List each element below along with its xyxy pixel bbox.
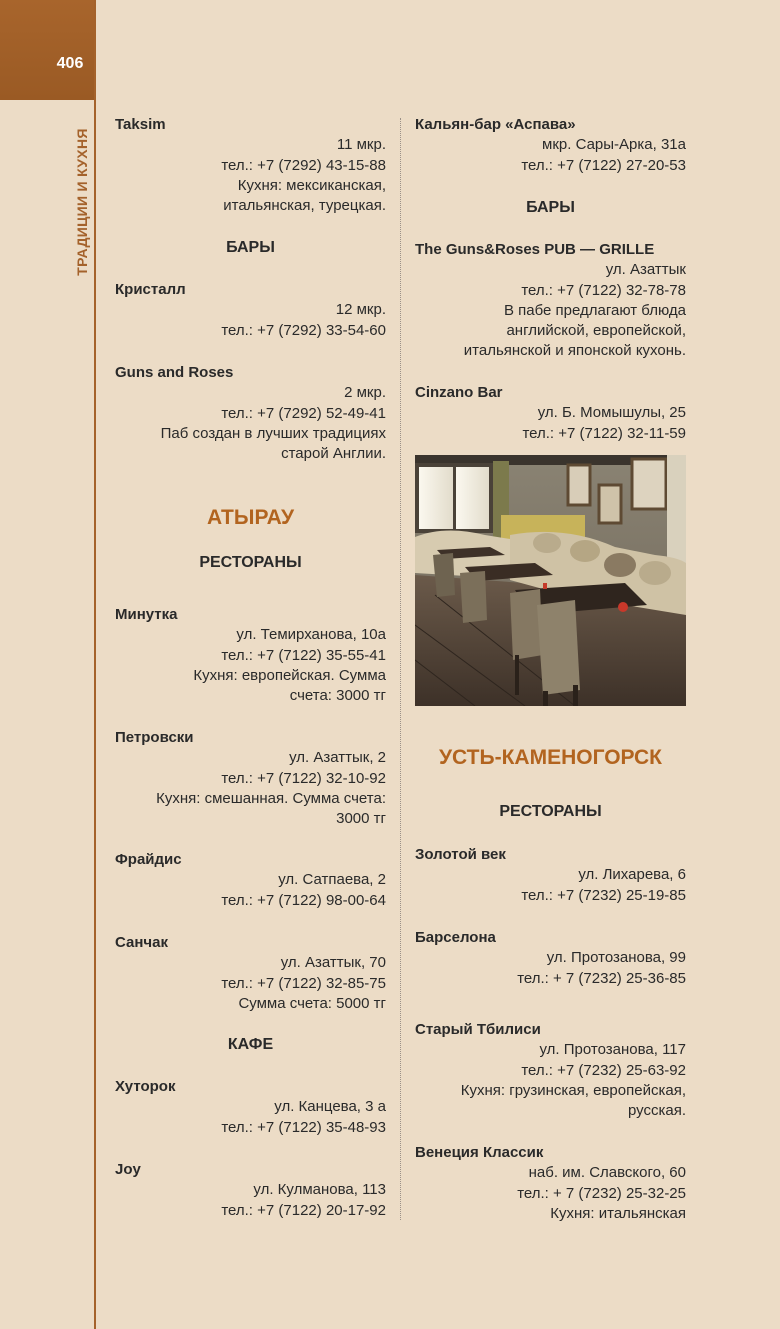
city-heading-ust-kamenogorsk: УСТЬ-КАМЕНОГОРСК xyxy=(438,746,663,769)
listing-note: Сумма счета: 5000 тг xyxy=(238,994,386,1012)
listing-phone: тел.: +7 (7122) 98-00-64 xyxy=(221,891,386,909)
listing-note: итальянской и японской кухонь. xyxy=(463,342,686,360)
listing-note: английской, европейской, xyxy=(506,322,686,340)
listing-name: Санчак xyxy=(115,934,168,951)
listing-petrovski xyxy=(115,728,386,829)
listing-phone: тел.: +7 (7122) 35-55-41 xyxy=(221,646,386,664)
listing-name: Барселона xyxy=(415,929,496,946)
listing-taksim xyxy=(115,115,386,216)
section-side-label: ТРАДИЦИИ И КУХНЯ xyxy=(74,128,90,276)
left-column xyxy=(115,0,386,1329)
category-heading-restaurants: РЕСТОРАНЫ xyxy=(499,803,602,820)
page-number-tab xyxy=(0,0,96,100)
listing-venetsiya-klassik xyxy=(415,1143,686,1224)
listing-note: Паб создан в лучших традициях xyxy=(160,424,386,442)
listing-phone: тел.: +7 (7122) 27-20-53 xyxy=(521,156,686,174)
listing-joy xyxy=(115,1160,386,1221)
listing-address: ул. Темирханова, 10а xyxy=(236,626,386,644)
listing-phone: тел.: +7 (7292) 52-49-41 xyxy=(221,404,386,422)
listing-name: Кристалл xyxy=(115,281,186,298)
listing-note: старой Англии. xyxy=(281,445,386,463)
listing-name: Joy xyxy=(115,1161,141,1178)
listing-note: Кухня: итальянская xyxy=(550,1204,686,1222)
listing-phone: тел.: + 7 (7232) 25-32-25 xyxy=(517,1184,686,1202)
listing-name: Венеция Классик xyxy=(415,1144,544,1161)
listing-aspava xyxy=(415,115,686,176)
listing-fraydis xyxy=(115,850,386,911)
listing-name: Кальян-бар «Аспава» xyxy=(415,116,576,133)
listing-note: Кухня: грузинская, европейская, xyxy=(460,1081,686,1099)
listing-address: ул. Сатпаева, 2 xyxy=(278,871,386,889)
listing-address: ул. Азаттык, 2 xyxy=(289,749,386,767)
listing-cinzano-bar xyxy=(415,383,686,444)
listing-name: Taksim xyxy=(115,116,166,133)
listing-name: Старый Тбилиси xyxy=(415,1021,541,1038)
right-column xyxy=(415,0,686,1329)
listing-name: Золотой век xyxy=(415,846,506,863)
listing-note: итальянская, турецкая. xyxy=(223,197,386,215)
listing-name: Фрайдис xyxy=(115,851,182,868)
restaurant-interior-photo xyxy=(415,455,686,706)
listing-minutka xyxy=(115,605,386,706)
listing-address: мкр. Сары-Арка, 31а xyxy=(542,136,686,154)
listing-phone: тел.: +7 (7122) 32-10-92 xyxy=(221,769,386,787)
listing-name: The Guns&Roses PUB — GRILLE xyxy=(415,241,655,258)
listing-name: Cinzano Bar xyxy=(415,384,503,401)
listing-kristall xyxy=(115,280,386,341)
listing-phone: тел.: +7 (7292) 33-54-60 xyxy=(221,321,386,339)
listing-khutorok xyxy=(115,1077,386,1138)
listing-guns-roses-pub-grille xyxy=(415,240,686,362)
listing-name: Минутка xyxy=(115,606,178,623)
listing-address: наб. им. Славского, 60 xyxy=(528,1164,686,1182)
listing-note: В пабе предлагают блюда xyxy=(503,301,686,319)
listing-address: ул. Азаттык, 70 xyxy=(280,954,386,972)
listing-address: ул. Протозанова, 117 xyxy=(539,1041,686,1059)
listing-name: Guns and Roses xyxy=(115,364,234,381)
listing-address: 2 мкр. xyxy=(344,384,386,402)
listing-note: счета: 3000 тг xyxy=(289,687,386,705)
listing-note: 3000 тг xyxy=(336,810,386,828)
listing-address: ул. Кулманова, 113 xyxy=(253,1181,386,1199)
margin-rule xyxy=(94,0,96,1329)
listing-phone: тел.: +7 (7122) 32-11-59 xyxy=(522,424,686,442)
listing-name: Петровски xyxy=(115,729,194,746)
listing-address: ул. Лихарева, 6 xyxy=(578,866,686,884)
listing-phone: тел.: +7 (7122) 32-78-78 xyxy=(521,281,686,299)
page-number: 406 xyxy=(56,55,84,72)
listing-guns-and-roses xyxy=(115,363,386,464)
listing-phone: тел.: +7 (7122) 20-17-92 xyxy=(221,1201,386,1219)
listing-phone: тел.: +7 (7122) 35-48-93 xyxy=(221,1118,386,1136)
listing-barselona xyxy=(415,928,686,989)
listing-address: ул. Б. Момышулы, 25 xyxy=(537,404,686,422)
listing-stary-tbilisi xyxy=(415,1020,686,1121)
listing-address: ул. Азаттык xyxy=(605,261,686,279)
listing-name: Хуторок xyxy=(115,1078,176,1095)
listing-note: Кухня: смешанная. Сумма счета: xyxy=(156,789,386,807)
listing-phone: тел.: +7 (7292) 43-15-88 xyxy=(221,156,386,174)
listing-note: русская. xyxy=(627,1102,686,1120)
category-heading-restaurants: РЕСТОРАНЫ xyxy=(199,554,302,571)
category-heading-bars: БАРЫ xyxy=(526,199,575,216)
listing-note: Кухня: мексиканская, xyxy=(237,176,386,194)
category-heading-bars: БАРЫ xyxy=(226,239,275,256)
listing-address: ул. Канцева, 3 а xyxy=(274,1098,386,1116)
listing-address: ул. Протозанова, 99 xyxy=(546,949,686,967)
listing-phone: тел.: + 7 (7232) 25-36-85 xyxy=(517,969,686,987)
listing-phone: тел.: +7 (7232) 25-63-92 xyxy=(521,1061,686,1079)
listing-note: Кухня: европейская. Сумма xyxy=(193,666,386,684)
listing-phone: тел.: +7 (7232) 25-19-85 xyxy=(521,886,686,904)
listing-sanchak xyxy=(115,933,386,1014)
column-divider xyxy=(400,118,401,1220)
listing-zolotoy-vek xyxy=(415,845,686,906)
listing-address: 11 мкр. xyxy=(336,136,386,154)
listing-phone: тел.: +7 (7122) 32-85-75 xyxy=(221,974,386,992)
city-heading-atyrau: АТЫРАУ xyxy=(206,506,295,529)
listing-address: 12 мкр. xyxy=(335,301,386,319)
category-heading-cafe: КАФЕ xyxy=(227,1036,274,1053)
